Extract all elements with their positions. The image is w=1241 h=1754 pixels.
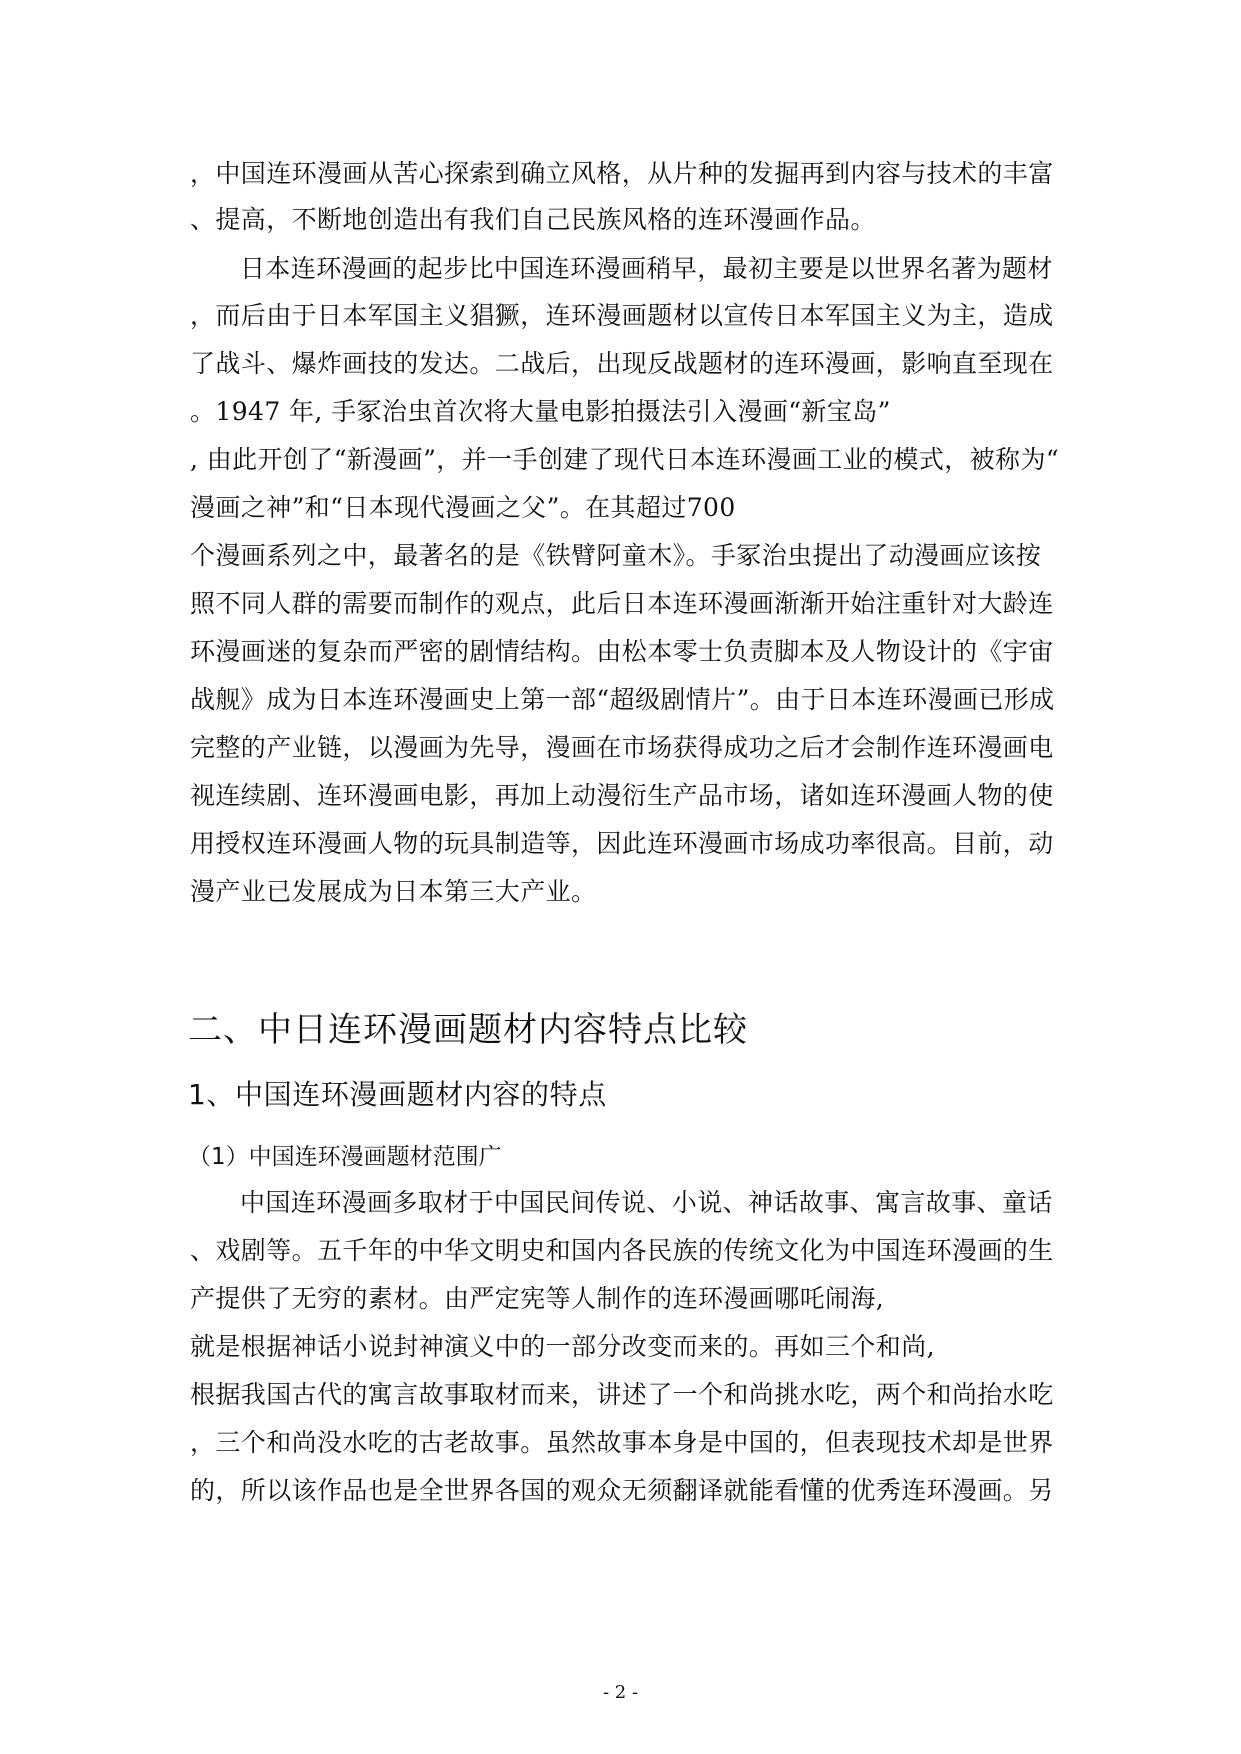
paragraph-2-line-11: 完整的产业链，以漫画为先导，漫画在市场获得成功之后才会制作连环漫画电 [190,733,1054,762]
paragraph-2-line-2: ，而后由于日本军国主义猖獗，连环漫画题材以宣传日本军国主义为主，造成 [190,301,1054,330]
paragraph-2-line-9: 环漫画迷的复杂而严密的剧情结构。由松本零士负责脚本及人物设计的《宇宙 [190,637,1054,666]
paragraph-3-line-5: 根据我国古代的寓言故事取材而来，讲述了一个和尚挑水吃，两个和尚抬水吃 [190,1380,1054,1409]
sub-subsection-heading: （1）中国连环漫画题材范围广 [188,1144,502,1170]
paragraph-3-line-3: 产提供了无穷的素材。由严定宪等人制作的连环漫画哪吒闹海, [190,1284,885,1313]
paragraph-2-line-4: 。1947 年, 手冢治虫首次将大量电影拍摄法引入漫画“新宝岛” [190,397,891,426]
subsection-heading: 1、中国连环漫画题材内容的特点 [188,1078,607,1111]
paragraph-2-line-10: 战舰》成为日本连环漫画史上第一部“超级剧情片”。由于日本连环漫画已形成 [190,685,1055,714]
page-number: - 2 - [602,1682,639,1703]
paragraph-3-line-2: 、戏剧等。五千年的中华文明史和国内各民族的传统文化为中国连环漫画的生 [190,1236,1054,1265]
paragraph-1-line-2: 、提高，不断地创造出有我们自己民族风格的连环漫画作品。 [190,205,876,234]
paragraph-2-line-1: 日本连环漫画的起步比中国连环漫画稍早，最初主要是以世界名著为题材 [240,254,1053,283]
paragraph-3-line-7: 的，所以该作品也是全世界各国的观众无须翻译就能看懂的优秀连环漫画。另 [190,1476,1054,1505]
paragraph-2-line-13: 用授权连环漫画人物的玩具制造等，因此连环漫画市场成功率很高。目前，动 [190,829,1054,858]
paragraph-3-line-4: 就是根据神话小说封神演义中的一部分改变而来的。再如三个和尚, [190,1332,935,1361]
paragraph-2-line-8: 照不同人群的需要而制作的观点，此后日本连环漫画渐渐开始注重针对大龄连 [190,589,1054,618]
paragraph-2-line-12: 视连续剧、连环漫画电影，再加上动漫衍生产品市场，诸如连环漫画人物的使 [190,781,1054,810]
paragraph-2-line-7: 个漫画系列之中，最著名的是《铁臂阿童木》。手冢治虫提出了动漫画应该按 [190,541,1042,570]
paragraph-2-line-6: 漫画之神”和“日本现代漫画之父”。在其超过700 [190,493,736,522]
paragraph-2-line-5: , 由此开创了“新漫画”，并一手创建了现代日本连环漫画工业的模式，被称为“ [190,445,1060,474]
paragraph-3-line-1: 中国连环漫画多取材于中国民间传说、小说、神话故事、寓言故事、童话 [240,1188,1053,1217]
paragraph-3-line-6: ，三个和尚没水吃的古老故事。虽然故事本身是中国的，但表现技术却是世界 [190,1428,1054,1457]
paragraph-2-line-14: 漫产业已发展成为日本第三大产业。 [190,877,597,906]
paragraph-1-line-1: ，中国连环漫画从苦心探索到确立风格，从片种的发掘再到内容与技术的丰富 [190,159,1054,188]
paragraph-2-line-3: 了战斗、爆炸画技的发达。二战后，出现反战题材的连环漫画，影响直至现在 [190,349,1054,378]
section-heading: 二、中日连环漫画题材内容特点比较 [188,1010,748,1050]
